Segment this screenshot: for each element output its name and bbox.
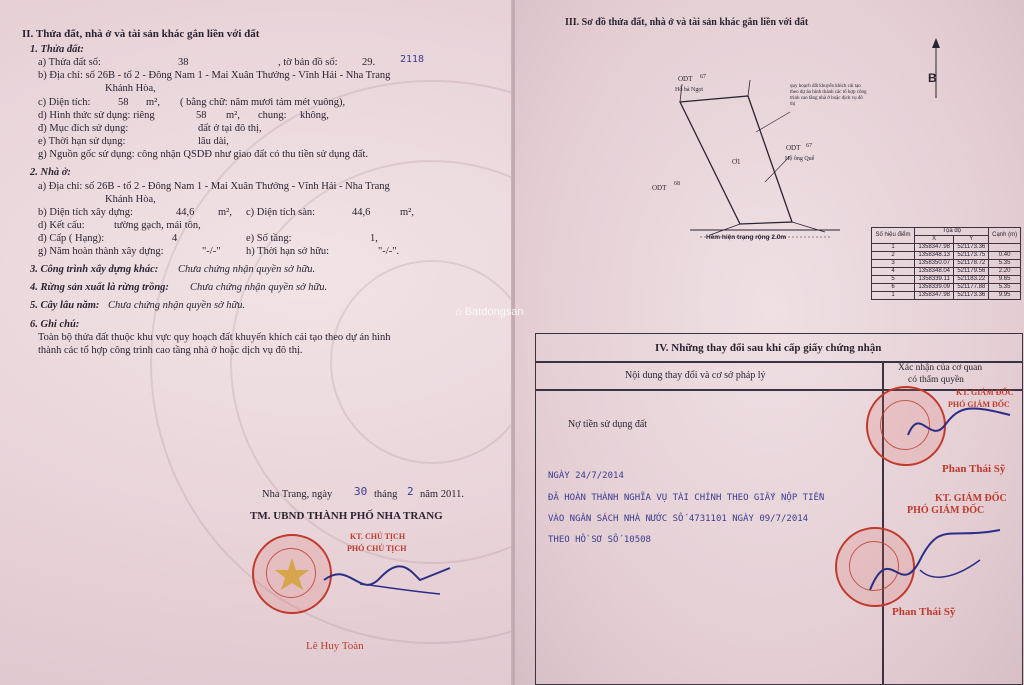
origin-text: g) Nguồn gốc sử dụng: công nhận QSDĐ như giao đất có thu tiền sử dụng đất. — [38, 149, 368, 160]
entry-title: Nợ tiền sử dụng đất — [568, 419, 648, 430]
land-address-line2: Khánh Hòa, — [105, 83, 156, 94]
parcel-number-value: 38 — [178, 57, 189, 68]
table-header-point: Số hiệu điểm — [872, 228, 915, 244]
column-confirm-header1: Xác nhận của cơ quan — [898, 363, 983, 373]
table-cell: 9.65 — [989, 276, 1021, 284]
parcel-code: Ơ1 — [732, 158, 741, 166]
handwritten-line2: ĐÃ HOÀN THÀNH NGHĨA VỤ TÀI CHÍNH THEO GIẤY NỘP TIỀN — [548, 493, 825, 503]
table-cell: 5.35 — [989, 260, 1021, 268]
issue-place-date-label: Nha Trang, ngày — [262, 489, 333, 500]
table-row — [872, 244, 1021, 252]
handwritten-number: 2118 — [400, 54, 425, 65]
confirm2-kt: KT. GIÁM ĐỐC — [935, 493, 1007, 504]
odt-right-label: ODT — [786, 144, 801, 152]
table-cell: 1358350.07 — [915, 260, 954, 268]
house-heading: 2. Nhà ở: — [30, 167, 71, 178]
building-area-value: 44,6 — [176, 207, 195, 218]
purpose-value: đất ở tại đô thị, — [198, 123, 262, 134]
signatory-name: Lê Huy Toàn — [306, 640, 364, 652]
term-value: lâu dài, — [198, 136, 229, 147]
planted-forest-heading: 4. Rừng sản xuất là rừng trồng: — [30, 282, 169, 293]
house-address-line2: Khánh Hòa, — [105, 194, 156, 205]
floors-value: 1, — [370, 233, 378, 244]
signature-right-1 — [900, 395, 1020, 455]
table-row — [872, 252, 1021, 260]
table-header-y: Y — [954, 236, 989, 244]
usage-form-shared-label: chung: — [258, 110, 287, 121]
issuing-authority: TM. UBND THÀNH PHỐ NHA TRANG — [250, 510, 443, 522]
confirm1-name: Phan Thái Sỹ — [942, 463, 1006, 475]
signature-left — [320, 550, 460, 610]
table-cell: 1358347.98 — [915, 244, 954, 252]
confirm1-title: PHÓ GIÁM ĐỐC — [948, 400, 1010, 409]
purpose-label: đ) Mục đích sử dụng: — [38, 123, 129, 134]
handwritten-line1: NGÀY 24/7/2014 — [548, 471, 624, 481]
table-cell: 2.20 — [989, 268, 1021, 276]
planted-forest-value: Chưa chứng nhận quyền sở hữu. — [190, 282, 328, 293]
table-header-x: X — [915, 236, 954, 244]
table-cell: 521173.75 — [954, 252, 989, 260]
odt-left-number: 68 — [674, 181, 680, 187]
signature-right-2 — [860, 520, 1010, 610]
table-cell: 1358347.98 — [915, 292, 954, 300]
signatory-title: PHÓ CHỦ TỊCH — [347, 544, 407, 553]
table-cell: 521183.22 — [954, 276, 989, 284]
usage-form-unit: m², — [226, 110, 240, 121]
usage-form-private-value: 58 — [196, 110, 207, 121]
structure-label: d) Kết cấu: — [38, 220, 85, 231]
perennial-trees-heading: 5. Cây lâu năm: — [30, 300, 100, 311]
table-cell: 521173.36 — [954, 244, 989, 252]
floor-area-label: c) Diện tích sàn: — [246, 207, 316, 218]
confirm2-name: Phan Thái Sỹ — [892, 606, 956, 618]
usage-form-shared-value: không, — [300, 110, 329, 121]
odt-right-owner: Hộ ông Quế — [785, 156, 815, 162]
table-cell: 521173.36 — [954, 292, 989, 300]
handwritten-line3: VÀO NGÂN SÁCH NHÀ NƯỚC SỐ 4731101 NGÀY 09/7/2014 — [548, 514, 809, 524]
term-label: e) Thời hạn sử dụng: — [38, 136, 126, 147]
map-sheet-label: , tờ bản đồ số: — [278, 57, 338, 68]
table-row — [872, 292, 1021, 300]
column-content-header: Nội dung thay đổi và cơ sở pháp lý — [625, 370, 766, 381]
completion-year-value: "-/-" — [202, 246, 221, 257]
table-cell: 1 — [872, 244, 915, 252]
table-row — [872, 260, 1021, 268]
area-in-words: ( bằng chữ: năm mươi tám mét vuông), — [180, 97, 346, 108]
area-label: c) Diện tích: — [38, 97, 91, 108]
house-address-line1: a) Địa chỉ: số 26B - tổ 2 - Đông Nam 1 - Mai Xuân Thưởng - Vĩnh Hải - Nha Trang — [38, 181, 390, 192]
column-confirm-header2: có thẩm quyền — [908, 375, 964, 385]
handwritten-line4: THEO HỒ SƠ SỐ 10508 — [548, 535, 651, 545]
odt-left-label: ODT — [652, 184, 667, 192]
notes-line2: thành các tổ hợp công trình cao tầng nhà ở hoặc dịch vụ đô thị. — [38, 345, 303, 356]
table-cell: 0.40 — [989, 252, 1021, 260]
table-cell: 5 — [872, 276, 915, 284]
floor-area-unit: m², — [400, 207, 414, 218]
odt-top-label: ODT — [678, 75, 693, 83]
table-cell: 521178.72 — [954, 260, 989, 268]
structure-value: tường gạch, mái tôn, — [114, 220, 201, 231]
table-cell: 3 — [872, 260, 915, 268]
table-cell: 521179.56 — [954, 268, 989, 276]
table-cell: 5.35 — [989, 284, 1021, 292]
land-parcel-heading: 1. Thửa đất: — [30, 44, 84, 55]
table-cell: 9.95 — [989, 292, 1021, 300]
table-cell: 6 — [872, 284, 915, 292]
table-row — [872, 284, 1021, 292]
table-header-edge: Cạnh (m) — [989, 228, 1021, 244]
floors-label: e) Số tầng: — [246, 233, 292, 244]
site-watermark-text: Batdongsan — [464, 306, 524, 318]
coordinate-table — [871, 227, 1021, 300]
table-cell — [989, 244, 1021, 252]
section-iv-title: IV. Những thay đổi sau khi cấp giấy chứng nhận — [655, 342, 882, 354]
table-cell: 4 — [872, 268, 915, 276]
area-value: 58 — [118, 97, 129, 108]
site-watermark — [455, 306, 523, 318]
section-iii-title: III. Sơ đồ thửa đất, nhà ở và tài sản khác gắn liền với đất — [565, 17, 809, 28]
other-construction-heading: 3. Công trình xây dựng khác: — [30, 264, 159, 275]
odt-top-number: 67 — [700, 74, 706, 80]
odt-right-number: 67 — [806, 143, 812, 149]
home-logo-icon: ⌂ — [455, 306, 462, 318]
usage-form-label: d) Hình thức sử dụng: riêng — [38, 110, 155, 121]
map-sheet-value: 29. — [362, 57, 376, 68]
table-cell: 2 — [872, 252, 915, 260]
table-cell: 1358348.13 — [915, 252, 954, 260]
ownership-term-label: h) Thời hạn sở hữu: — [246, 246, 330, 257]
odt-top-owner: Hộ bà Ngọt — [675, 87, 703, 93]
issue-month: 2 — [407, 485, 414, 498]
floor-area-value: 44,6 — [352, 207, 371, 218]
issue-year: năm 2011. — [420, 489, 464, 500]
land-address-line1: b) Địa chỉ: số 26B - tổ 2 - Đông Nam 1 - Mai Xuân Thưởng - Vĩnh Hải - Nha Trang — [38, 70, 391, 81]
table-cell: 1 — [872, 292, 915, 300]
table-row — [872, 268, 1021, 276]
notes-heading: 6. Ghi chú: — [30, 319, 80, 330]
ownership-term-value: "-/-". — [378, 246, 400, 257]
confirm1-kt: KT. GIÁM ĐỐC — [956, 388, 1014, 397]
issue-day: 30 — [354, 485, 368, 498]
table-cell: 1358339.11 — [915, 276, 954, 284]
confirm2-title: PHÓ GIÁM ĐỐC — [907, 505, 985, 516]
building-area-label: b) Diện tích xây dựng: — [38, 207, 133, 218]
north-label: B — [928, 71, 937, 85]
star-emblem-icon — [254, 536, 330, 612]
section-ii-title: II. Thửa đất, nhà ở và tài sản khác gắn liền với đất — [22, 28, 260, 40]
completion-year-label: g) Năm hoàn thành xây dựng: — [38, 246, 164, 257]
table-row — [872, 276, 1021, 284]
issue-month-label: tháng — [374, 489, 398, 500]
other-construction-value: Chưa chứng nhận quyền sở hữu. — [178, 264, 316, 275]
area-unit: m², — [146, 97, 160, 108]
table-cell: 1358339.09 — [915, 284, 954, 292]
building-area-unit: m², — [218, 207, 232, 218]
parcel-number-label: a) Thửa đất số: — [38, 57, 101, 68]
plan-note: quy hoạch đất khuyến khích cải tạo theo dự án hình thành các tổ hợp công trình cao tầng nhà ở hoặc dịch vụ đô thị — [790, 84, 867, 107]
north-arrow-icon — [931, 38, 941, 98]
table-cell: 1358348.04 — [915, 268, 954, 276]
perennial-trees-value: Chưa chứng nhận quyền sở hữu. — [108, 300, 246, 311]
table-cell: 521177.88 — [954, 284, 989, 292]
grade-value: 4 — [172, 233, 178, 244]
grade-label: đ) Cấp ( Hạng): — [38, 233, 105, 244]
table-header-coord: Tọa độ — [915, 228, 989, 236]
road-label: Hẻm hiện trạng rộng 2.0m — [706, 234, 787, 241]
signatory-kt: KT. CHỦ TỊCH — [350, 532, 406, 541]
notes-line1: Toàn bộ thửa đất thuộc khu vực quy hoạch đất khuyến khích cải tạo theo dự án hình — [38, 332, 391, 343]
